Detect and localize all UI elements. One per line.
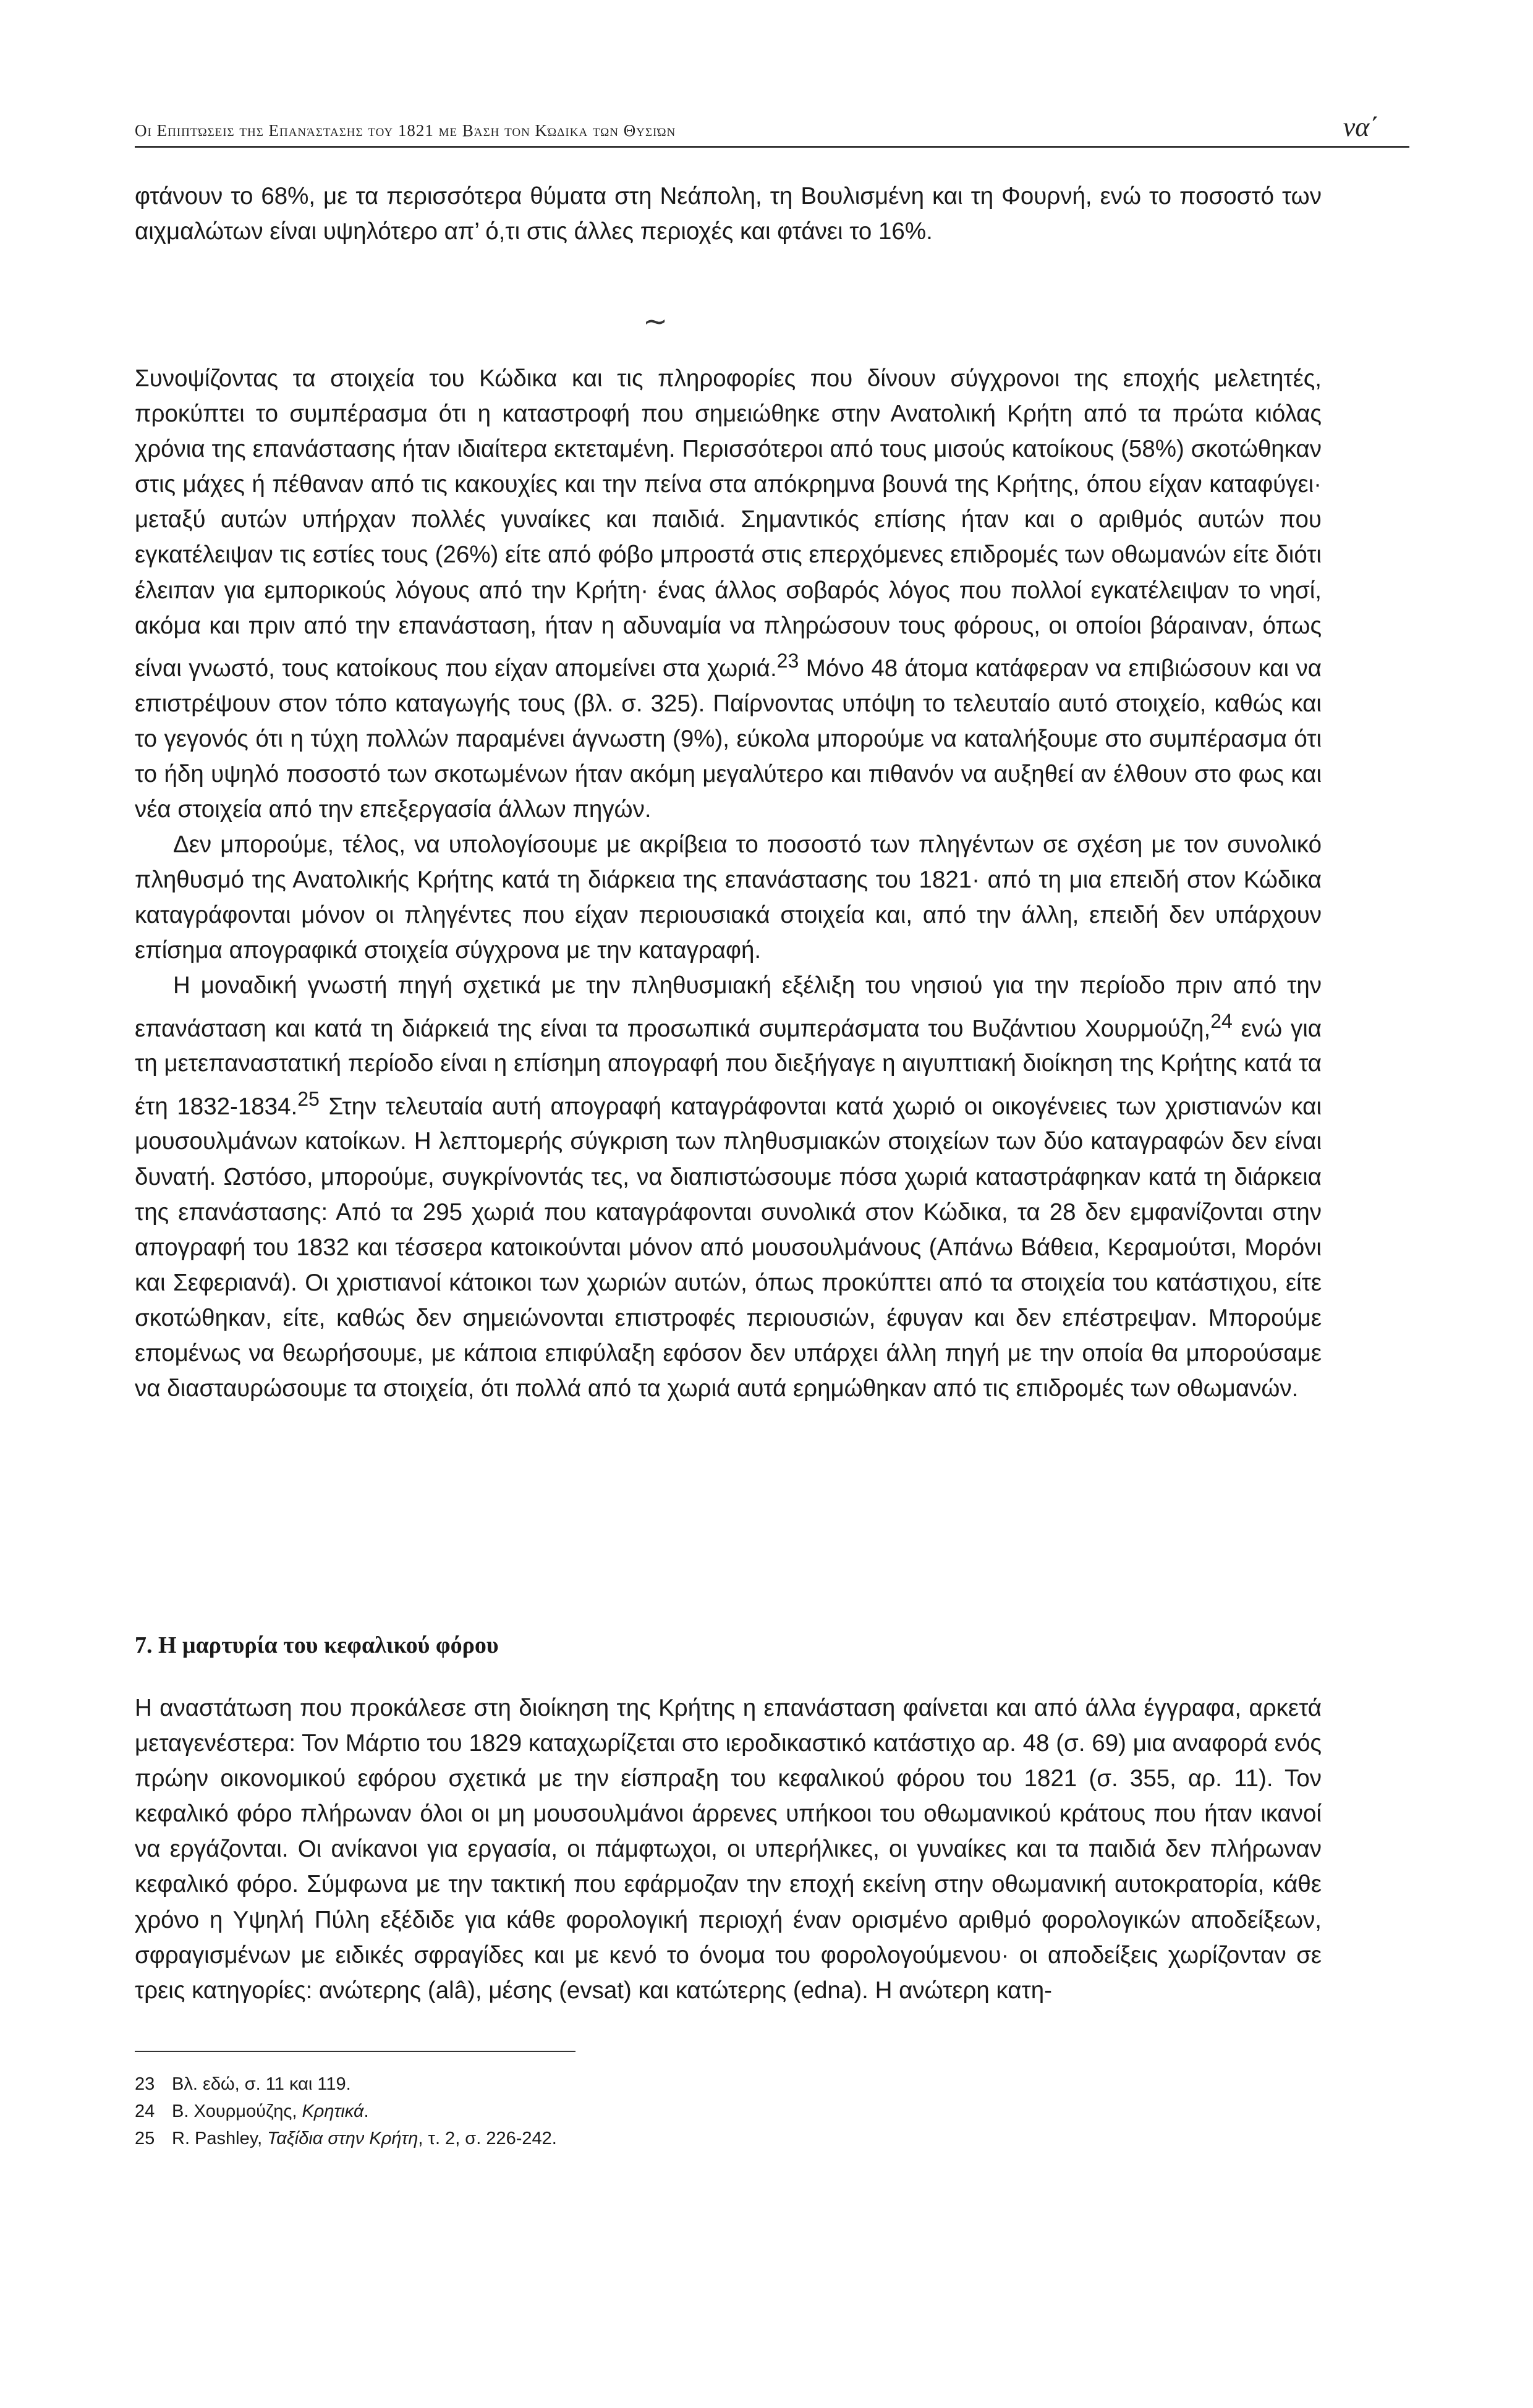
text-run: ενώ για τη μετεπαναστατική περίοδο είναι η επίσημη απογραφή που διεξήγαγε η αιγυπτιακή διοίκηση της Κρήτης κατά τα έτη 1832-1834. bbox=[135, 1015, 1322, 1120]
footnote-number: 23 bbox=[135, 2074, 155, 2094]
header-rule bbox=[135, 146, 1409, 148]
page-number: να΄ bbox=[1343, 112, 1378, 142]
text-run: Η μοναδική γνωστή πηγή σχετικά με την πληθυσμιακή εξέλιξη του νησιού για την περίοδο πριν από την επανάσταση και κατά τη διάρκειά της είναι τα προσωπικά συμπεράσματα του Βυζάντιου Χουρμούζη, bbox=[135, 972, 1322, 1042]
footnote-ref[interactable]: 23 bbox=[776, 649, 799, 672]
paragraph: Η αναστάτωση που προκάλεσε στη διοίκηση της Κρήτης η επανάσταση φαίνεται και από άλλα έγγραφα, αρκετά μεταγενέστερα: Τον Μάρτιο του 1829 καταχωρίζεται στο ιεροδικαστικό κατάστιχο αρ. 48 (σ. 69) μια αναφορά ενός πρώην οικονομικού εφόρου σχετικά με την είσπραξη του κεφαλικού φόρου του 1821 (σ. 355, αρ. 11). Τον κεφαλικό φόρο πλήρωναν όλοι οι μη μουσουλμάνοι άρρενες υπήκοοι του οθωμανικού κράτους που ήταν ικανοί να εργάζονται. Οι ανίκανοι για εργασία, οι πάμφτωχοι, οι υπερήλικες, οι γυναίκες και τα παιδιά δεν πλήρωναν κεφαλικό φόρο. Σύμφωνα με την τακτική που εφάρμοζαν την εποχή εκείνη στην οθωμανική αυτοκρατορία, κάθε χρόνο η Υψηλή Πύλη εξέδιδε για κάθε φορολογική περιοχή έναν ορισμένο αριθμό φορολογικών αποδείξεων, σφραγισμένων με ειδικές σφραγίδες και με κενό το όνομα του φορολογούμενου· οι αποδείξεις χωρίζονταν σε τρεις κατηγορίες: ανώτερης (alâ), μέσης (evsat) και κατώτερης (edna). Η ανώτερη κατη- bbox=[135, 1695, 1322, 2004]
footnote-number: 25 bbox=[135, 2129, 155, 2148]
section-break-ornament: ~ bbox=[643, 304, 668, 339]
text-run: Στην τελευταία αυτή απογραφή καταγράφονται κατά χωριό οι οικογένειες των χριστιανών και μουσουλμάνων κατοίκων. Η λεπτομερής σύγκριση των πληθυσμιακών στοιχείων των δύο καταγραφών δεν είναι δυνατή. Ωστόσο, μπορούμε, συγκρίνοντάς τες, να διαπιστώσουμε πόσα χωριά καταστράφηκαν κατά τη διάρκεια της επανάστασης: Από τα 295 χωριά που καταγράφονται συνολικά στον Κώδικα, τα 28 δεν εμφανίζονται στην απογραφή του 1832 και τέσσερα κατοικούνται μόνον από μουσουλμάνους (Απάνω Βάθεια, Κεραμούτσι, Μορόνι και Σεφεριανά). Οι χριστιανοί κάτοικοι των χωριών αυτών, όπως προκύπτει από τα στοιχεία του κατάστιχου, είτε σκοτώθηκαν, είτε, καθώς δεν σημειώνονται επιστροφές περιουσιών, έφυγαν και δεν επέστρεψαν. Μπορούμε επομένως να θεωρήσουμε, με κάποια επιφύλαξη εφόσον δεν υπάρχει άλλη πηγή με την οποία θα μπορούσαμε να διασταυρώσουμε τα στοιχεία, ότι πολλά από τα χωριά αυτά ερημώθηκαν από τις επιδρομές των οθωμανών. bbox=[135, 1093, 1322, 1402]
section-heading: 7. Η μαρτυρία του κεφαλικού φόρου bbox=[135, 1632, 499, 1658]
citation-title: Κρητικά bbox=[302, 2101, 364, 2121]
footnote bbox=[135, 2125, 1309, 2152]
footnote-text: Β. Χουρμούζης, Κρητικά. bbox=[172, 2101, 369, 2121]
footnote bbox=[135, 2071, 1309, 2098]
text-run: Μόνο 48 άτομα κατάφεραν να επιβιώσουν και να επιστρέψουν στον τόπο καταγωγής τους (βλ. σ. 325). Παίρνοντας υπόψη το τελευταίο αυτό στοιχείο, καθώς και το γεγονός ότι η τύχη πολλών παραμένει άγνωστη (9%), εύκολα μπορούμε να καταλήξουμε στο συμπέρασμα ότι το ήδη υψηλό ποσοστό των σκοτωμένων ήταν ακόμη μεγαλύτερο και πιθανόν να αυξηθεί αν έλθουν στο φως και νέα στοιχεία από την επεξεργασία άλλων πηγών. bbox=[135, 655, 1322, 823]
footnote-ref[interactable]: 24 bbox=[1210, 1009, 1233, 1032]
footnote-text: Βλ. εδώ, σ. 11 και 119. bbox=[172, 2074, 351, 2094]
text-run: Συνοψίζοντας τα στοιχεία του Κώδικα και τις πληροφορίες που δίνουν σύγχρονοι της εποχής μελετητές, προκύπτει το συμπέρασμα ότι η καταστροφή που σημειώθηκε στην Ανατολική Κρήτη από τα πρώτα κιόλας χρόνια της επανάστασης ήταν ιδιαίτερα εκτεταμένη. Περισσότεροι από τους μισούς κατοίκους (58%) σκοτώθηκαν στις μάχες ή πέθαναν από τις κακουχίες και την πείνα στα απόκρημνα βουνά της Κρήτης, όπου είχαν καταφύγει· μεταξύ αυτών υπήρχαν πολλές γυναίκες και παιδιά. Σημαντικός επίσης ήταν και ο αριθμός αυτών που εγκατέλειψαν τις εστίες τους (26%) είτε από φόβο μπροστά στις επερχόμενες επιδρομές των οθωμανών είτε διότι έλειπαν για εμπορικούς λόγους από την Κρήτη· ένας άλλος σοβαρός λόγος που πολλοί εγκατέλειψαν το νησί, ακόμα και πριν από την επανάσταση, ήταν η αδυναμία να πληρώσουν τους φόρους, οι οποίοι βάραιναν, όπως είναι γνωστό, τους κατοίκους που είχαν απομείνει στα χωριά. bbox=[135, 365, 1322, 682]
paragraph: φτάνουν το 68%, με τα περισσότερα θύματα στη Νεάπολη, τη Βουλισμένη και τη Φουρνή, ενώ το ποσοστό των αιχμαλώτων είναι υψηλότερο απ’ ό,τι στις άλλες περιοχές και φτάνει το 16%. bbox=[135, 183, 1322, 245]
running-head: Οι Επιπτώσεις της Επανάστασης του 1821 με Βάση τον Κώδικα των Θυσιών bbox=[135, 121, 676, 140]
paragraph-population: Δεν μπορούμε, τέλος, να υπολογίσουμε με ακρίβεια το ποσοστό των πληγέντων σε σχέση με τον συνολικό πληθυσμό της Ανατολικής Κρήτης κατά τη διάρκεια της επανάστασης του 1821· από τη μια επειδή στον Κώδικα καταγράφονται μόνον οι πληγέντες που είχαν περιουσιακά στοιχεία και, από την άλλη, επειδή δεν υπάρχουν επίσημα απογραφικά στοιχεία σύγχρονα με την καταγραφή. bbox=[135, 831, 1322, 964]
citation-title: Ταξίδια στην Κρήτη bbox=[267, 2129, 418, 2148]
paragraph-summary bbox=[135, 361, 1322, 827]
page-header bbox=[135, 111, 1378, 143]
footnote-number: 24 bbox=[135, 2101, 155, 2121]
paragraph-sources bbox=[135, 968, 1322, 1406]
main-text-block bbox=[135, 361, 1322, 1406]
continuation-paragraph bbox=[135, 179, 1322, 249]
footnotes bbox=[135, 2071, 1309, 2152]
footnote-rule bbox=[135, 2051, 575, 2052]
footnote-text: R. Pashley, Ταξίδια στην Κρήτη, τ. 2, σ. 226-242. bbox=[172, 2129, 557, 2148]
footnote bbox=[135, 2098, 1309, 2125]
footnote-ref[interactable]: 25 bbox=[297, 1087, 320, 1110]
section-7-text bbox=[135, 1690, 1322, 2008]
